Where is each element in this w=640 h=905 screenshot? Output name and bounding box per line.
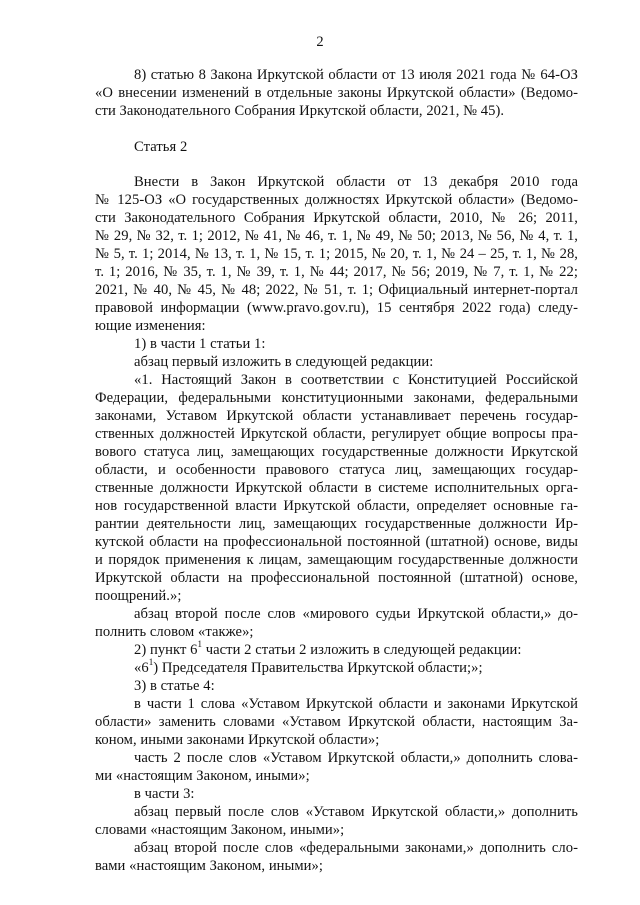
text-line: [134, 659, 483, 677]
text-line: области» заменить словами «Уставом Иркутской области, настоящим За-: [95, 714, 578, 730]
text-line: поощрений.»;: [95, 588, 182, 604]
list-item-heading: [134, 641, 522, 659]
text-line: ющие изменения:: [95, 318, 206, 334]
text-line: нов государственной власти Иркутской области, определяет основные га-: [95, 498, 578, 514]
text-line: «1. Настоящий Закон в соответствии с Конституцией Российской: [134, 372, 578, 388]
text-line: в части 1 слова «Уставом Иркутской области и законами Иркутской: [134, 696, 578, 712]
text-line: Иркутской области на профессиональной постоянной (штатной) основе,: [95, 570, 578, 586]
page-number: 2: [316, 34, 324, 50]
text-line: 8) статью 8 Закона Иркутской области от 13 июля 2021 года № 64-ОЗ: [134, 67, 578, 83]
text-line: в части 3:: [134, 786, 195, 802]
text-line: словами «настоящим Законом, иными»;: [95, 822, 345, 838]
text-line: ми «настоящим Законом, иными»;: [95, 768, 310, 784]
text-line: законами, Уставом Иркутской области устанавливает перечень государ-: [95, 408, 578, 424]
text-line: коном, иными законами Иркутской области»;: [95, 732, 380, 748]
text-fragment: ) Председателя Правительства Иркутской области;»;: [153, 660, 483, 676]
text-line: ственные должности Иркутской области в системе исполнительных орга-: [95, 480, 578, 496]
text-line: правовой информации (www.pravo.gov.ru), 15 сентября 2022 года) следу-: [95, 300, 578, 316]
text-line: кутской области на профессиональной постоянной (штатной) основе, виды: [95, 534, 578, 550]
list-item-heading: 1) в части 1 статьи 1:: [134, 336, 266, 352]
text-line: № 5, т. 1; 2014, № 13, т. 1, № 15, т. 1; 2015, № 20, т. 1, № 24 – 25, т. 1, № 28,: [95, 246, 578, 262]
text-line: абзац первый после слов «Уставом Иркутской области,» дополнить: [134, 804, 578, 820]
text-line: т. 1; 2016, № 35, т. 1, № 39, т. 1, № 44; 2017, № 56; 2019, № 7, т. 1, № 22;: [95, 264, 578, 280]
text-line: полнить словом «также»;: [95, 624, 254, 640]
text-line: абзац второй после слов «федеральными законами,» дополнить сло-: [134, 840, 578, 856]
text-line: рантии деятельности лиц, замещающих государственные должности Ир-: [95, 516, 578, 532]
text-line: 2021, № 40, № 45, № 48; 2022, № 51, т. 1; Официальный интернет-портал: [95, 282, 578, 298]
text-line: № 125-ОЗ «О государственных должностях Иркутской области» (Ведомо-: [95, 192, 578, 208]
superscript: 1: [148, 657, 154, 668]
text-line: вового статуса лиц, замещающих государственные должности Иркутской: [95, 444, 578, 460]
text-fragment: «6: [134, 660, 149, 676]
text-line: № 29, № 32, т. 1; 2012, № 41, № 46, т. 1, № 49, № 50; 2013, № 56, № 4, т. 1,: [95, 228, 578, 244]
text-line: «О внесении изменений в отдельные законы Иркутской области» (Ведомо-: [95, 85, 578, 101]
text-line: Внести в Закон Иркутской области от 13 декабря 2010 года: [134, 174, 578, 190]
text-fragment: 2) пункт 6: [134, 642, 198, 658]
list-item-heading: 3) в статье 4:: [134, 678, 215, 694]
text-line: абзац второй после слов «мирового судьи Иркутской области,» до-: [134, 606, 578, 622]
text-line: часть 2 после слов «Уставом Иркутской области,» дополнить слова-: [134, 750, 578, 766]
text-line: ственных должностей Иркутской области, регулирует общие вопросы пра-: [95, 426, 578, 442]
text-fragment: части 2 статьи 2 изложить в следующей редакции:: [202, 642, 522, 658]
text-line: и порядок применения к лицам, замещающим государственные должности: [95, 552, 578, 568]
text-line: абзац первый изложить в следующей редакции:: [134, 354, 434, 370]
text-line: области, и особенности правового статуса лиц, замещающих государ-: [95, 462, 578, 478]
text-line: сти Законодательного Собрания Иркутской области, 2021, № 45).: [95, 103, 505, 119]
superscript: 1: [197, 639, 203, 650]
text-line: вами «настоящим Законом, иными»;: [95, 858, 323, 874]
text-line: Федерации, федеральными конституционными законами, федеральными: [95, 390, 578, 406]
text-line: сти Законодательного Собрания Иркутской области, 2010, № 26; 2011,: [95, 210, 578, 226]
article-heading: Статья 2: [134, 139, 188, 155]
